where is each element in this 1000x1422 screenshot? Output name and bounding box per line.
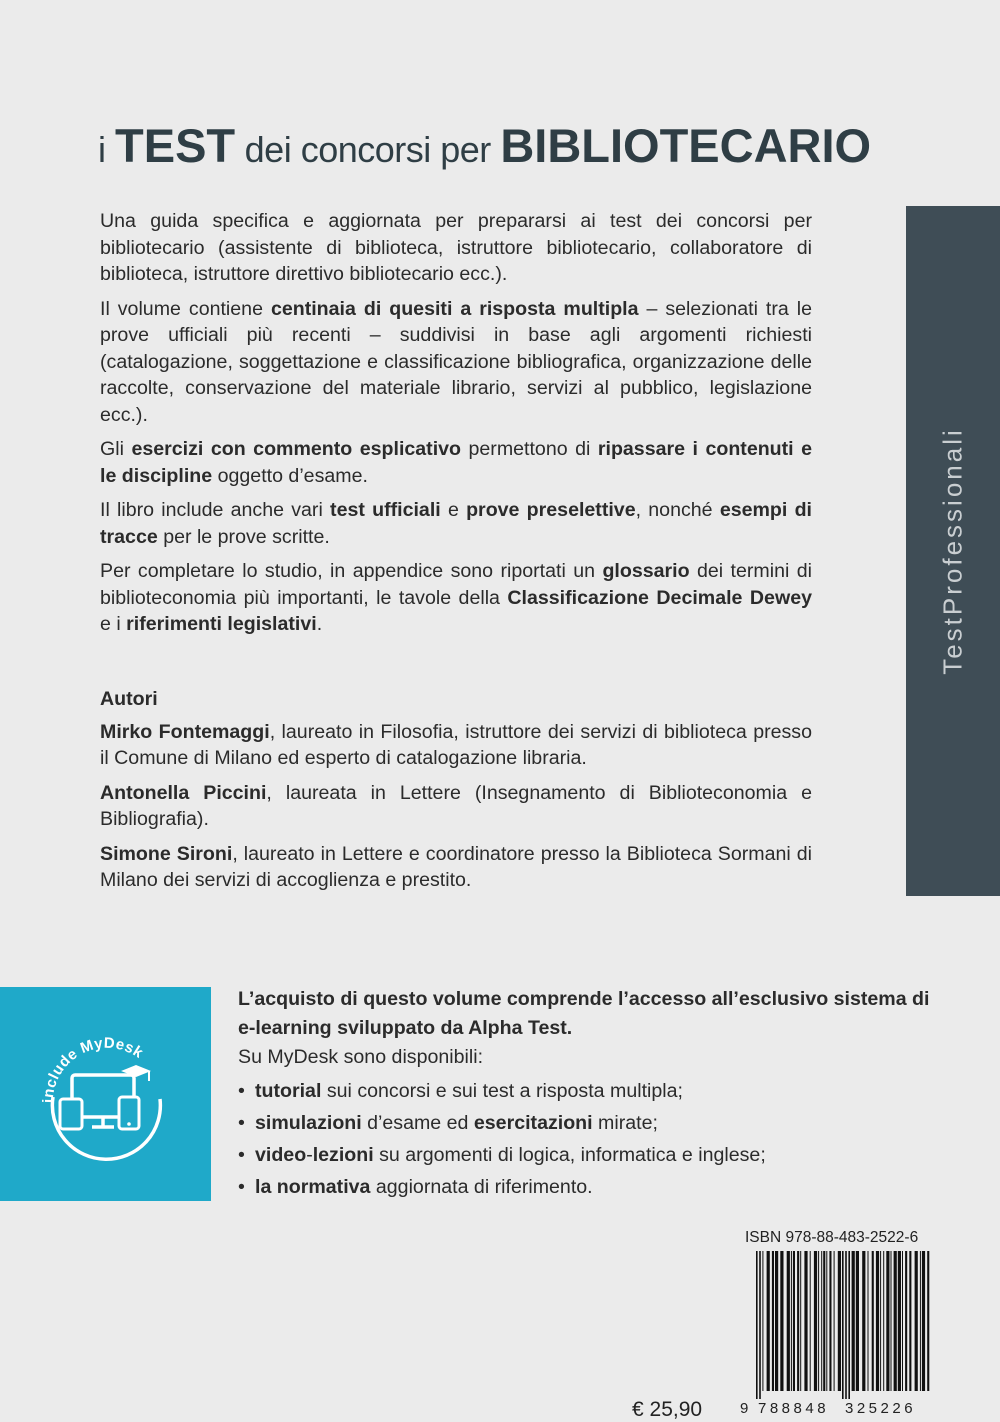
barcode-bar: [818, 1251, 819, 1391]
barcode-bar: [800, 1251, 801, 1391]
description-paragraph-3: Gli esercizi con commento esplicativo permettono di ripassare i contenuti e le discipline oggetto d’esame.: [100, 438, 813, 487]
promo-list: [238, 1075, 938, 1203]
description-paragraph-2: Il volume contiene centinaia di quesiti a risposta multipla – selezionati tra le prove ufficiali più recenti – suddivisi in base agli argomenti richiesti (catalogazione, soggettazione e classificazione bibliografica, organizzazione delle raccolte, conservazione del materiale librario, servizi al pubblico, legislazione ecc.).: [100, 297, 813, 426]
mydesk-badge-text: include MyDesk: [39, 1034, 147, 1104]
barcode-bar: [891, 1251, 892, 1391]
barcode-digits-right: 325226: [845, 1400, 917, 1417]
authors-heading: Autori: [100, 688, 158, 710]
barcode-bar: [872, 1251, 874, 1391]
barcode-bar: [868, 1251, 869, 1391]
barcode-bar: [767, 1251, 770, 1391]
barcode-bar: [862, 1251, 865, 1391]
barcode-bar: [898, 1251, 901, 1391]
barcode-bar: [848, 1251, 850, 1399]
author-entry: Simone Sironi, laureato in Lettere e coordinatore presso la Biblioteca Sormani di Milano dei servizi di accoglienza e prestito.: [100, 842, 812, 891]
barcode-bar: [894, 1251, 897, 1391]
description-paragraph-1: Una guida specifica e aggiornata per prepararsi ai test dei concorsi per bibliotecario (assistente di biblioteca, istruttore bibliotecario, collaboratore di biblioteca, istruttore direttivo bibliotecario ecc.).: [100, 210, 812, 285]
description-paragraph-4: Il libro include anche vari test ufficiali e prove preselettive, nonché esempi di tracce per le prove scritte.: [100, 499, 812, 548]
barcode-bar: [834, 1251, 835, 1391]
series-band: [906, 206, 1000, 896]
barcode-bar: [902, 1251, 903, 1391]
barcode-bar: [829, 1251, 831, 1391]
barcode-bar: [762, 1251, 763, 1391]
barcode-bar: [915, 1251, 918, 1391]
barcode-digit-first: 9: [740, 1400, 749, 1417]
barcode-bar: [883, 1251, 884, 1391]
list-item: • la normativa aggiornata di riferimento.: [238, 1171, 938, 1203]
barcode-bar: [823, 1251, 825, 1391]
barcode-digits: [740, 1400, 916, 1417]
barcode-bar: [856, 1251, 859, 1391]
barcode-bar: [791, 1251, 792, 1391]
list-item: • video-lezioni su argomenti di logica, informatica e inglese;: [238, 1139, 938, 1171]
barcode-bar: [797, 1251, 799, 1391]
list-item: • tutorial sui concorsi e sui test a risposta multipla;: [238, 1075, 938, 1107]
isbn-label: ISBN 978-88-483-2522-6: [745, 1229, 919, 1246]
barcode-bar: [845, 1251, 847, 1399]
promo-intro: Su MyDesk sono disponibili:: [238, 1046, 484, 1068]
barcode-bar: [886, 1251, 889, 1391]
barcode-digits-left: 788848: [758, 1400, 830, 1417]
barcode-bar: [759, 1251, 761, 1399]
barcode-bar: [793, 1251, 795, 1391]
barcode-bar: [876, 1251, 879, 1391]
author-entry: Mirko Fontemaggi, laureato in Filosofia, istruttore dei servizi di biblioteca presso il Comune di Milano ed esperto di catalogazione libraria.: [100, 720, 812, 769]
book-description: [100, 208, 812, 646]
barcode-bar: [810, 1251, 811, 1391]
barcode-image: [750, 1251, 935, 1399]
barcode-bar: [772, 1251, 774, 1391]
list-item: • simulazioni d’esame ed esercitazioni mirate;: [238, 1107, 938, 1139]
price-label: € 25,90: [632, 1398, 703, 1421]
barcode-bar: [909, 1251, 911, 1391]
elearning-promo: [238, 985, 938, 1203]
barcode-bar: [920, 1251, 921, 1391]
barcode-bar: [826, 1251, 827, 1391]
description-paragraph-5: Per completare lo studio, in appendice sono riportati un glossario dei termini di biblioteconomia più importanti, le tavole della Classificazione Decimale Dewey e i riferimenti legislativi.: [100, 560, 812, 635]
barcode-bar: [838, 1251, 841, 1391]
barcode-bar: [927, 1251, 929, 1391]
barcode-bar: [880, 1251, 881, 1391]
author-entry: Antonella Piccini, laureata in Lettere (Insegnamento di Biblioteconomia e Bibliografia).: [100, 781, 812, 830]
barcode-bar: [804, 1251, 807, 1391]
barcode-bar: [852, 1251, 855, 1391]
barcode-bar: [821, 1251, 822, 1391]
barcode-bar: [905, 1251, 907, 1391]
barcode-bar: [922, 1251, 925, 1391]
devices-graduation-cap-icon: [0, 987, 211, 1201]
barcode-bar: [780, 1251, 783, 1391]
barcode-bar: [842, 1251, 844, 1399]
authors-section: [100, 686, 812, 902]
barcode-bar: [814, 1251, 817, 1391]
barcode-bar: [775, 1251, 778, 1391]
book-title: i TEST dei concorsi per BIBLIOTECARIO: [98, 119, 872, 172]
mydesk-badge: [0, 987, 211, 1201]
barcode-bar: [787, 1251, 790, 1391]
series-label: TestProfessionali: [937, 427, 968, 675]
promo-lead: L’acquisto di questo volume comprende l’accesso all’esclusivo sistema di e-learning sviluppato da Alpha Test.: [238, 988, 930, 1039]
barcode-bar: [756, 1251, 758, 1399]
